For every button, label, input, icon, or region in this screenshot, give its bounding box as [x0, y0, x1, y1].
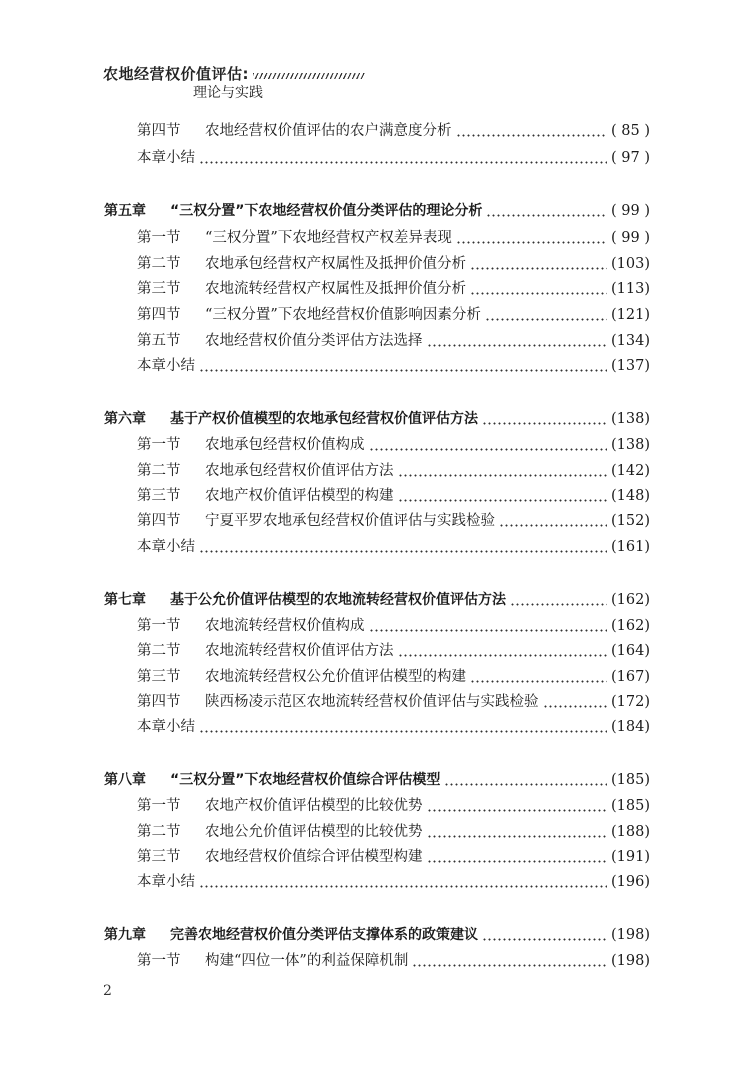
entry-title: 陕西杨凌示范区农地流转经营权价值评估与实践检验 — [205, 694, 539, 710]
entry-number: 第四节 — [137, 307, 181, 323]
entry-number: 第八章 — [104, 772, 146, 788]
entry-title: “三权分置”下农地经营权价值影响因素分析 — [205, 307, 481, 323]
entry-number: 第三节 — [137, 849, 181, 865]
dot-leader — [427, 860, 608, 863]
dot-leader — [470, 292, 607, 295]
dot-leader — [427, 344, 608, 347]
entry-page-number: (185) — [611, 772, 650, 788]
toc-summary-entry[interactable] — [137, 148, 650, 168]
entry-number: 第二节 — [137, 463, 181, 479]
entry-title: 本章小结 — [137, 719, 195, 735]
entry-page-number: (164) — [611, 643, 650, 659]
entry-number: 第一节 — [137, 230, 181, 246]
entry-title: 农地产权价值评估模型的构建 — [205, 488, 394, 504]
dot-leader — [398, 654, 608, 657]
entry-number: 第二节 — [137, 643, 181, 659]
entry-page-number: (198) — [611, 953, 650, 969]
entry-number: 第七章 — [104, 592, 146, 608]
entry-page-number: (191) — [611, 849, 650, 865]
toc-summary-entry[interactable] — [137, 537, 650, 557]
toc-section-entry[interactable] — [137, 796, 650, 816]
entry-page-number: (184) — [611, 719, 650, 735]
entry-number: 第四节 — [137, 123, 181, 139]
entry-page-number: (103) — [611, 256, 650, 272]
dot-leader — [427, 809, 608, 812]
entry-page-number: (152) — [611, 513, 650, 529]
dot-leader — [456, 241, 607, 244]
entry-title: 完善农地经营权价值分类评估支撑体系的政策建议 — [170, 927, 478, 943]
dot-leader — [482, 422, 607, 425]
entry-page-number: (142) — [611, 463, 650, 479]
entry-page-number: (162) — [611, 592, 650, 608]
entry-number: 第五章 — [104, 203, 146, 219]
entry-page-number: (172) — [611, 694, 650, 710]
entry-title: 本章小结 — [137, 150, 195, 166]
toc-section-entry[interactable] — [137, 951, 650, 971]
entry-title: 农地流转经营权价值评估方法 — [205, 643, 394, 659]
entry-title: 农地公允价值评估模型的比较优势 — [205, 824, 423, 840]
entry-page-number: (185) — [611, 798, 650, 814]
toc-section-entry[interactable] — [137, 847, 650, 867]
toc-section-entry[interactable] — [137, 435, 650, 455]
entry-number: 第三节 — [137, 281, 181, 297]
entry-page-number: (113) — [611, 281, 650, 297]
dot-leader — [486, 214, 607, 217]
entry-number: 第五节 — [137, 333, 181, 349]
dot-leader — [199, 885, 607, 888]
dot-leader — [412, 964, 607, 967]
dot-leader — [482, 938, 607, 941]
entry-number: 第一节 — [137, 953, 181, 969]
dot-leader — [398, 499, 608, 502]
toc-chapter-entry[interactable] — [104, 409, 650, 429]
page-number: 2 — [103, 983, 112, 999]
entry-number: 第二节 — [137, 256, 181, 272]
entry-number: 第三节 — [137, 669, 181, 685]
dot-leader — [369, 448, 608, 451]
entry-page-number: (121) — [611, 307, 650, 323]
entry-title: 本章小结 — [137, 358, 195, 374]
entry-title: 农地经营权价值综合评估模型构建 — [205, 849, 423, 865]
toc-section-entry[interactable] — [137, 279, 650, 299]
dot-leader — [510, 603, 607, 606]
entry-page-number: (138) — [611, 411, 650, 427]
entry-page-number: (196) — [611, 874, 650, 890]
entry-number: 第四节 — [137, 694, 181, 710]
entry-page-number: (188) — [611, 824, 650, 840]
entry-title: “三权分置”下农地经营权价值分类评估的理论分析 — [170, 203, 483, 219]
entry-page-number: (198) — [611, 927, 650, 943]
entry-page-number: (148) — [611, 488, 650, 504]
entry-number: 第三节 — [137, 488, 181, 504]
toc-chapter-entry[interactable] — [104, 201, 650, 221]
toc-section-entry[interactable] — [137, 461, 650, 481]
entry-title: “三权分置”下农地经营权产权差异表现 — [205, 230, 452, 246]
dot-leader — [427, 835, 608, 838]
entry-title: 本章小结 — [137, 874, 195, 890]
toc-section-entry[interactable] — [137, 511, 650, 531]
entry-page-number: (138) — [611, 437, 650, 453]
entry-title: 农地流转经营权公允价值评估模型的构建 — [205, 669, 466, 685]
entry-title: 构建“四位一体”的利益保障机制 — [205, 953, 409, 969]
entry-title: 基于公允价值评估模型的农地流转经营权价值评估方法 — [170, 592, 506, 608]
entry-title: 农地经营权价值评估的农户满意度分析 — [205, 123, 452, 139]
book-title: 农地经营权价值评估: — [103, 65, 249, 83]
entry-title: 农地经营权价值分类评估方法选择 — [205, 333, 423, 349]
entry-page-number: ( 97 ) — [611, 150, 650, 166]
entry-page-number: ( 99 ) — [611, 203, 650, 219]
entry-page-number: (162) — [611, 618, 650, 634]
toc-section-entry[interactable] — [137, 331, 650, 351]
entry-title: 基于产权价值模型的农地承包经营权价值评估方法 — [170, 411, 478, 427]
entry-number: 第六章 — [104, 411, 146, 427]
toc-section-entry[interactable] — [137, 616, 650, 636]
entry-title: 农地流转经营权产权属性及抵押价值分析 — [205, 281, 466, 297]
dot-leader — [543, 705, 608, 708]
dot-leader — [485, 318, 607, 321]
entry-number: 第九章 — [104, 927, 146, 943]
entry-number: 第二节 — [137, 824, 181, 840]
dot-leader — [199, 369, 607, 372]
dot-leader — [470, 267, 607, 270]
entry-page-number: (167) — [611, 669, 650, 685]
entry-page-number: ( 99 ) — [611, 230, 650, 246]
dot-leader — [398, 474, 608, 477]
toc-chapter-entry[interactable] — [104, 925, 650, 945]
entry-page-number: (134) — [611, 333, 650, 349]
toc-section-entry[interactable] — [137, 692, 650, 712]
toc-section-entry[interactable] — [137, 822, 650, 842]
toc-section-entry[interactable] — [137, 254, 650, 274]
toc-section-entry[interactable] — [137, 228, 650, 248]
entry-number: 第一节 — [137, 437, 181, 453]
entry-number: 第一节 — [137, 798, 181, 814]
entry-page-number: ( 85 ) — [611, 123, 650, 139]
dot-leader — [444, 783, 607, 786]
toc-chapter-entry[interactable] — [104, 770, 650, 790]
dot-leader — [369, 629, 608, 632]
entry-number: 第四节 — [137, 513, 181, 529]
dot-leader — [199, 161, 607, 164]
dot-leader — [199, 550, 607, 553]
entry-title: “三权分置”下农地经营权价值综合评估模型 — [170, 772, 441, 788]
toc-section-entry[interactable] — [137, 486, 650, 506]
toc-summary-entry[interactable] — [137, 717, 650, 737]
dot-leader — [456, 134, 608, 137]
toc-chapter-entry[interactable] — [104, 590, 650, 610]
book-subtitle: 理论与实践 — [193, 85, 263, 101]
toc-section-entry[interactable] — [137, 305, 650, 325]
entry-title: 宁夏平罗农地承包经营权价值评估与实践检验 — [205, 513, 495, 529]
dot-leader — [199, 730, 607, 733]
entry-page-number: (161) — [611, 539, 650, 555]
toc-section-entry[interactable] — [137, 667, 650, 687]
entry-title: 本章小结 — [137, 539, 195, 555]
entry-title: 农地产权价值评估模型的比较优势 — [205, 798, 423, 814]
entry-number: 第一节 — [137, 618, 181, 634]
dot-leader — [470, 680, 607, 683]
toc-summary-entry[interactable] — [137, 872, 650, 892]
toc-section-entry[interactable] — [137, 641, 650, 661]
entry-title: 农地承包经营权价值评估方法 — [205, 463, 394, 479]
entry-page-number: (137) — [611, 358, 650, 374]
toc-section-entry[interactable] — [137, 121, 650, 141]
toc-summary-entry[interactable] — [137, 356, 650, 376]
dot-leader — [499, 524, 607, 527]
entry-title: 农地承包经营权产权属性及抵押价值分析 — [205, 256, 466, 272]
entry-title: 农地流转经营权价值构成 — [205, 618, 365, 634]
entry-title: 农地承包经营权价值构成 — [205, 437, 365, 453]
